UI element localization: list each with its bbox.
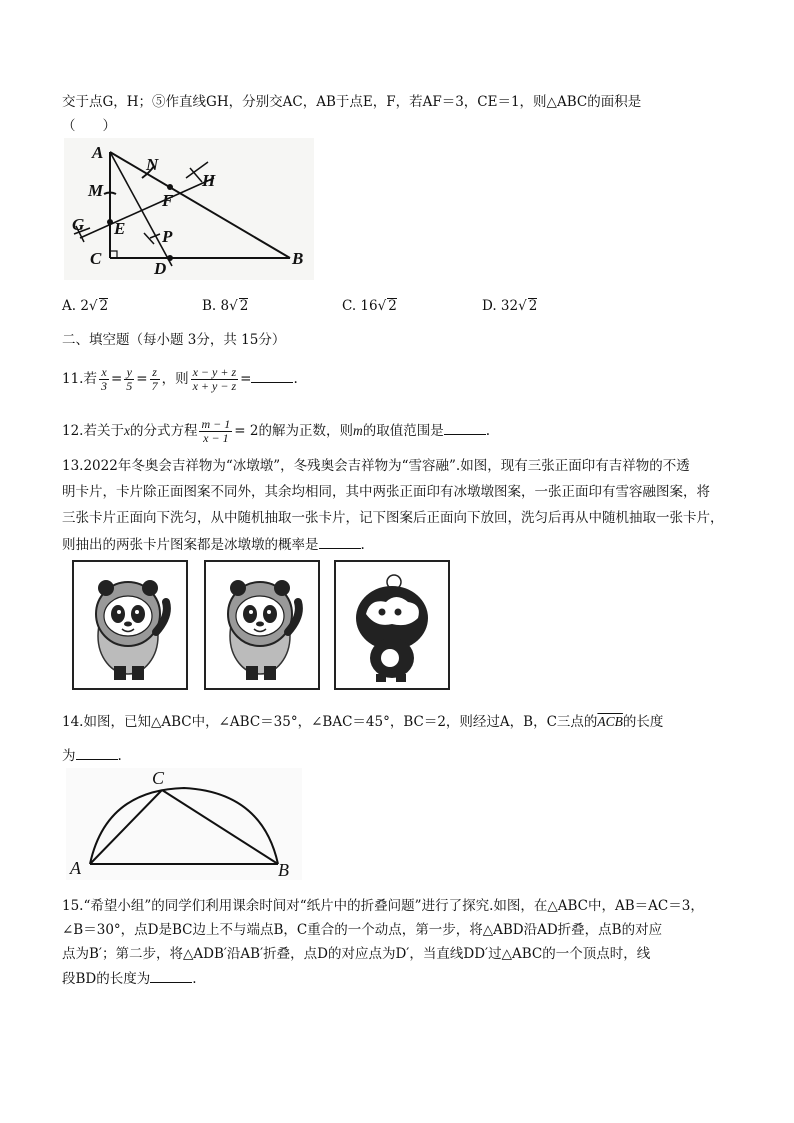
label-h: H: [202, 171, 216, 190]
shuey-rhon-rhon-image: [336, 562, 448, 688]
bing-dwen-dwen-image: [206, 562, 318, 688]
point-f: [167, 184, 173, 190]
label-n: N: [146, 155, 159, 174]
q15-line1: 15.“希望小组”的同学们利用课余时间对“纸片中的折叠问题”进行了探究.如图，在△ABC中，AB＝AC＝3，: [62, 898, 704, 914]
label-c: C: [90, 249, 102, 268]
card-bing-dwen-dwen-1: [72, 560, 188, 690]
q11: 11.若 $\frac{x}{3}$ = $\frac{y}{5}$ = $\frac{z}{7}$ ，则 $\frac{x - y + z}{x + y - z}$ = .: [62, 365, 298, 393]
point-e: [107, 219, 113, 225]
q15-line2: ∠B＝30°，点D是BC边上不与端点B，C重合的一个动点，第一步，将△ABD沿AD折叠，点B的对应: [62, 922, 663, 938]
point-d: [167, 255, 173, 261]
q13-line2: 明卡片，卡片除正面图案不同外，其余均相同，其中两张正面印有冰墩墩图案，一张正面印有雪容融图案，将: [62, 484, 710, 500]
q13-line3: 三张卡片正面向下洗匀，从中随机抽取一张卡片，记下图案后正面向下放回，洗匀后再从中随机抽取一张卡片，: [62, 510, 724, 526]
section-title: 二、填空题（每小题 3分，共 15分）: [62, 332, 286, 348]
label-g: G: [72, 215, 85, 234]
q15-line3: 点为B′；第二步，将△ADB′沿AB′折叠，点D的对应点为D′，当直线DD′过△ABC的一个顶点时，线: [62, 946, 651, 962]
option-a[interactable]: A. 2√ 2: [62, 298, 109, 314]
q10-figure: [64, 138, 314, 280]
label-b: B: [278, 860, 289, 880]
label-d: D: [154, 259, 167, 278]
q14-answer-blank[interactable]: [76, 745, 118, 760]
q12: 12.若关于x的分式方程 $\frac{m - 1}{x - 1}$ = 2的解为正数，则m的取值范围是 .: [62, 417, 490, 445]
q15-line4: 段BD的长度为 .: [62, 968, 197, 989]
q12-answer-blank[interactable]: [444, 420, 486, 435]
bing-dwen-dwen-image: [74, 562, 186, 688]
label-a: A: [70, 858, 81, 878]
option-d[interactable]: D. 32√ 2: [482, 298, 538, 314]
q13-line4: 则抽出的两张卡片图案都是冰墩墩的概率是 .: [62, 534, 365, 555]
option-c[interactable]: C. 16√ 2: [342, 298, 397, 314]
q10-answer-paren: （ ）: [62, 118, 116, 134]
q14-line1: 14.如图，已知△ABC中，∠ABC＝35°，∠BAC＝45°，BC＝2，则经过A，B，C三点的$\overline{ACB}$的长度: [62, 714, 664, 730]
label-m: M: [88, 181, 104, 200]
label-f: F: [162, 191, 174, 210]
label-c: C: [152, 768, 165, 788]
card-shuey-rhon-rhon: [334, 560, 450, 690]
q10-stem: 交于点G，H；⑤作直线GH，分别交AC，AB于点E，F，若AF＝3，CE＝1，则△ABC的面积是: [62, 94, 642, 110]
q13-answer-blank[interactable]: [319, 534, 361, 549]
label-a: A: [92, 143, 104, 162]
label-p: P: [162, 227, 173, 246]
q13-line1: 13.2022年冬奥会吉祥物为“冰墩墩”，冬残奥会吉祥物为“雪容融”.如图，现有三张正面印有吉祥物的不透: [62, 458, 690, 474]
q15-answer-blank[interactable]: [150, 968, 192, 983]
q14-line2: 为 .: [62, 745, 122, 766]
q14-figure: [66, 768, 302, 880]
arc-acb: $\overline{ACB}$: [597, 714, 623, 729]
label-b: B: [292, 249, 304, 268]
q11-answer-blank[interactable]: [251, 368, 293, 383]
option-b[interactable]: B. 8√ 2: [202, 298, 249, 314]
label-e: E: [114, 219, 126, 238]
card-bing-dwen-dwen-2: [204, 560, 320, 690]
